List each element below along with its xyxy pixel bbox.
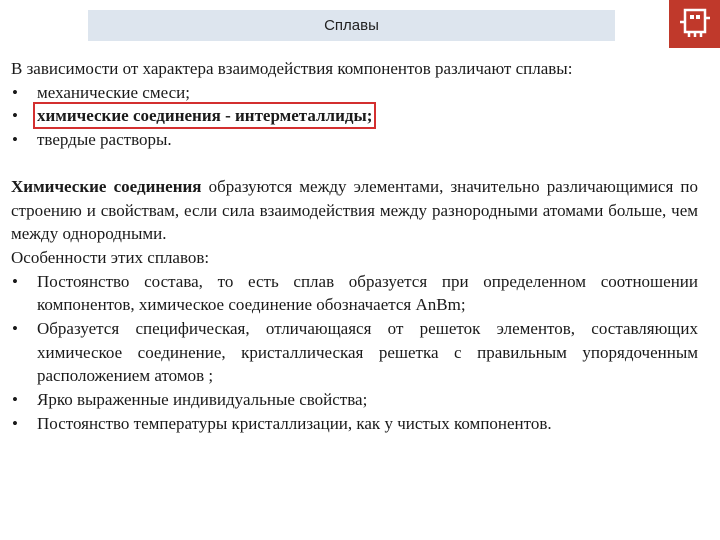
term: Химические соединения [11, 176, 202, 196]
title-bar [0, 0, 720, 48]
intro-text: В зависимости от характера взаимодействия компонентов различают сплавы: [11, 59, 573, 78]
list-item: • Постоянство состава, то есть сплав образуется при определенном соотношении компонентов, химическое соединение обозначается AnBm; [11, 270, 698, 317]
circuit-logo-icon [677, 4, 713, 45]
definition-text: образуются между элементами, значительно различающимися по строению и свойствам, если сила взаимодействия между разнородными атомами больше, чем между однородными. [11, 176, 699, 244]
features-list [11, 270, 698, 436]
highlighted-item: химические соединения - интерметаллиды; [37, 106, 373, 126]
list-item: • Образуется специфическая, отличающаяся от решеток элементов, составляющих химическое соединение, кристаллическая решетка с правильным упорядоченным расположением атомов ; [11, 317, 698, 388]
slide-content [11, 57, 698, 436]
list-item: • Ярко выраженные индивидуальные свойства; [11, 388, 698, 412]
list-item: • механические смеси; [11, 81, 698, 105]
features-title: Особенности этих сплавов: [11, 247, 210, 267]
list-item: • Постоянство температуры кристаллизации, как у чистых компонентов. [11, 412, 698, 436]
list-item: • твердые растворы. [11, 128, 698, 152]
list-item [11, 104, 698, 128]
alloy-types-list [11, 81, 698, 152]
slide-title: Сплавы [88, 10, 615, 41]
logo [669, 0, 720, 48]
definition-paragraph [11, 175, 698, 246]
